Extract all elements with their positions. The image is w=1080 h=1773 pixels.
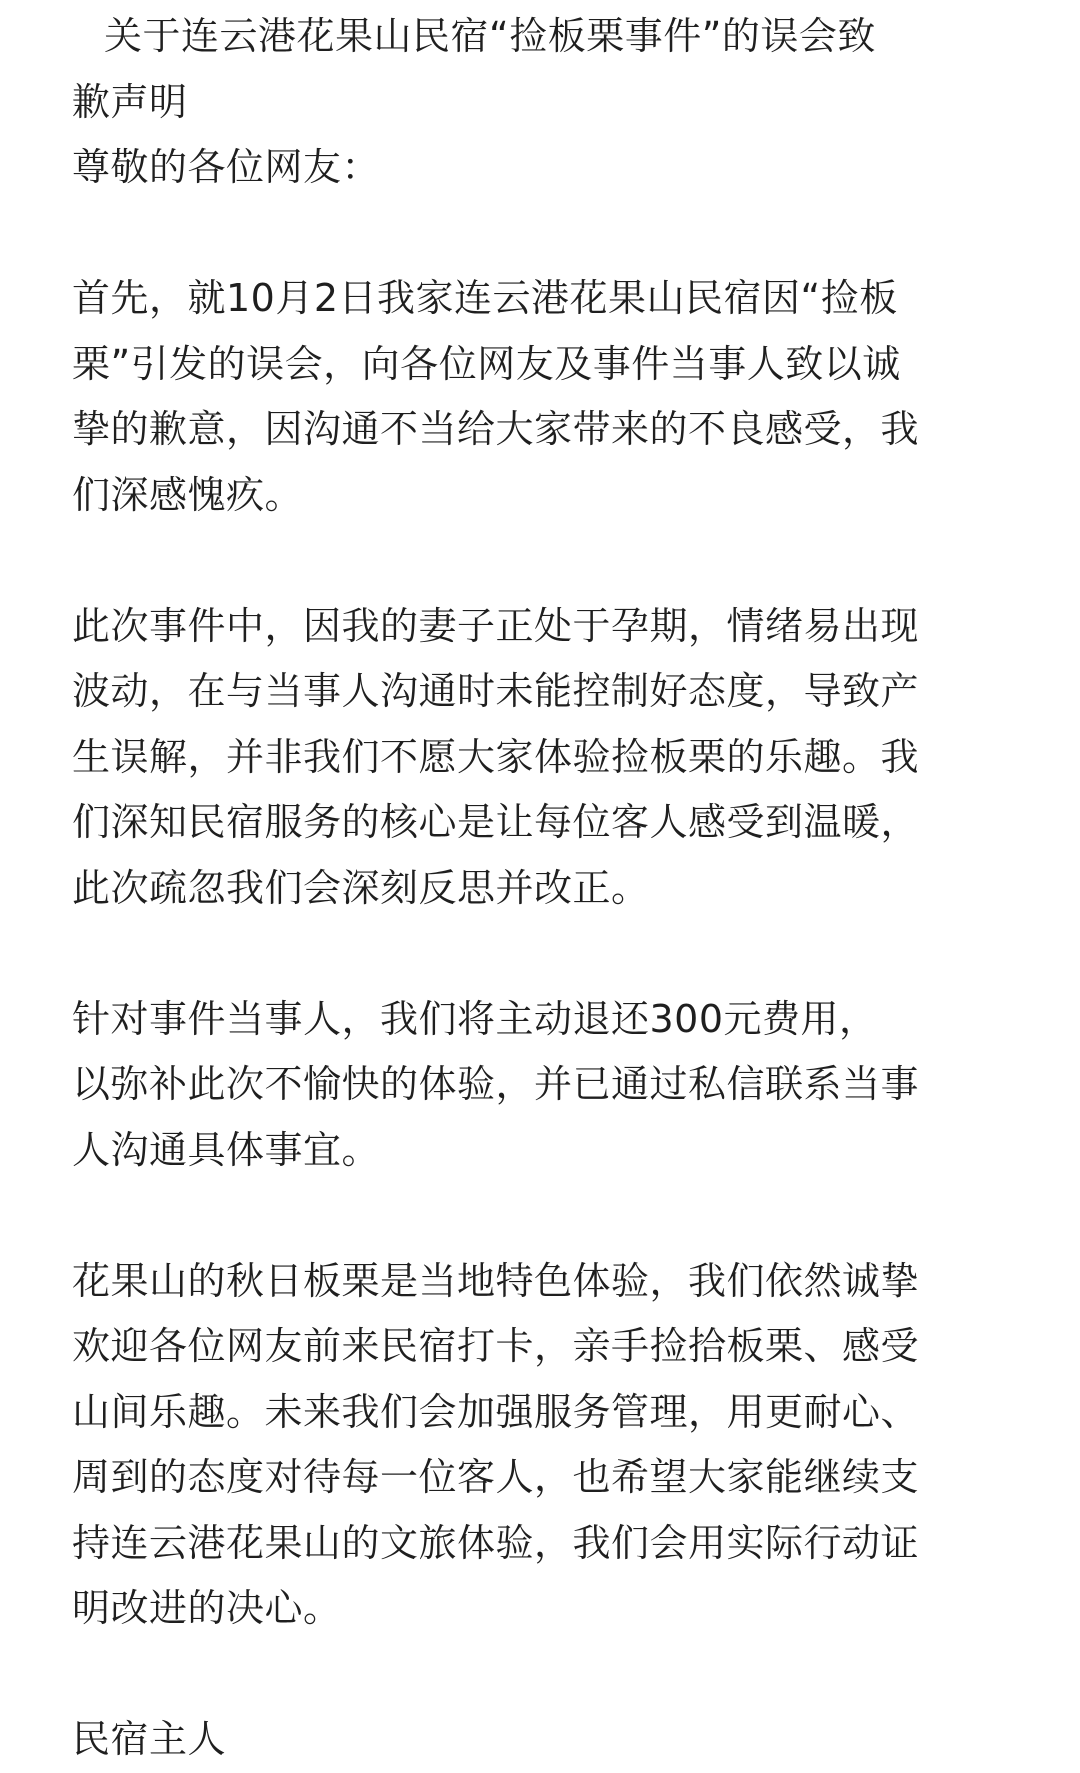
paragraph-line: 周到的态度对待每一位客人，也希望大家能继续支 bbox=[72, 1455, 920, 1499]
paragraph-line: 挚的歉意，因沟通不当给大家带来的不良感受，我 bbox=[72, 407, 920, 451]
paragraph-line: 以弥补此次不愉快的体验，并已通过私信联系当事 bbox=[72, 1062, 920, 1106]
statement-title-line-1: 关于连云港花果山民宿“捡板栗事件”的误会致 bbox=[104, 14, 876, 58]
paragraph-apology bbox=[72, 266, 1022, 528]
paragraph-line: 欢迎各位网友前来民宿打卡，亲手捡拾板栗、感受 bbox=[72, 1324, 920, 1368]
paragraph-explanation bbox=[72, 594, 1022, 922]
paragraph-line: 生误解，并非我们不愿大家体验捡板栗的乐趣。我 bbox=[72, 734, 920, 779]
signature: 民宿主人 bbox=[72, 1717, 227, 1761]
paragraph-gap bbox=[72, 201, 1022, 267]
paragraph-line: 此次疏忽我们会深刻反思并改正。 bbox=[72, 865, 650, 910]
paragraph-line: 针对事件当事人，我们将主动退还300元费用， bbox=[72, 996, 878, 1041]
paragraph-line: 此次事件中，因我的妻子正处于孕期，情绪易出现 bbox=[72, 603, 920, 648]
salutation: 尊敬的各位网友： bbox=[72, 145, 381, 189]
paragraph-line: 们深知民宿服务的核心是让每位客人感受到温暖， bbox=[72, 800, 920, 844]
apology-statement bbox=[72, 4, 1022, 1773]
paragraph-line: 人沟通具体事宜。 bbox=[72, 1127, 381, 1172]
paragraph-line: 明改进的决心。 bbox=[72, 1586, 342, 1630]
paragraph-gap bbox=[72, 921, 1022, 987]
paragraph-gap bbox=[72, 528, 1022, 594]
paragraph-gap bbox=[72, 1642, 1022, 1708]
paragraph-gap bbox=[72, 1183, 1022, 1249]
paragraph-invitation bbox=[72, 1249, 1022, 1642]
paragraph-line: 山间乐趣。未来我们会加强服务管理，用更耐心、 bbox=[72, 1389, 920, 1434]
paragraph-line: 们深感愧疚。 bbox=[72, 472, 304, 517]
statement-title-line-2: 歉声明 bbox=[72, 79, 188, 124]
paragraph-refund bbox=[72, 987, 1022, 1184]
paragraph-line: 波动，在与当事人沟通时未能控制好态度，导致产 bbox=[72, 669, 920, 713]
paragraph-line: 栗”引发的误会，向各位网友及事件当事人致以诚 bbox=[72, 341, 901, 386]
paragraph-line: 首先，就10月2日我家连云港花果山民宿因“捡板 bbox=[72, 276, 898, 320]
paragraph-line: 花果山的秋日板栗是当地特色体验，我们依然诚挚 bbox=[72, 1258, 920, 1303]
paragraph-line: 持连云港花果山的文旅体验，我们会用实际行动证 bbox=[72, 1520, 920, 1565]
